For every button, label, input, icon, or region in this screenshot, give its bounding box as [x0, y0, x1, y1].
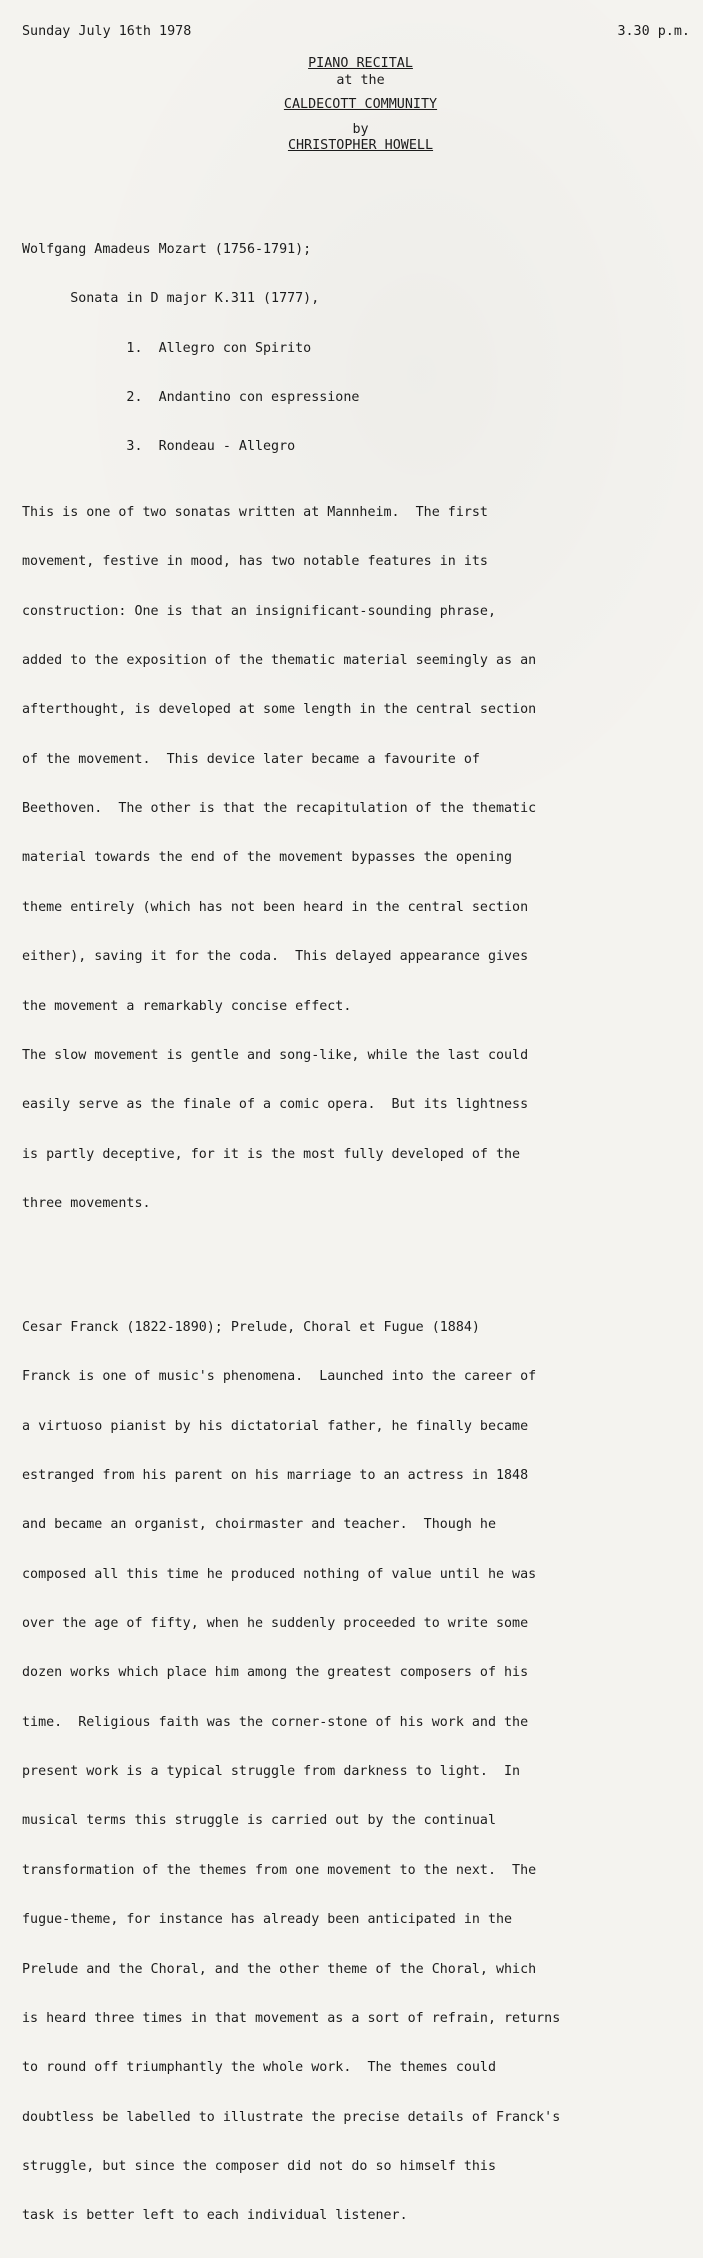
franck-note-line: time. Religious faith was the corner-stone of his work and the: [22, 1714, 529, 1730]
mozart-note-line: theme entirely (which has not been heard in the central section: [22, 899, 529, 915]
title-block: [0, 56, 703, 155]
franck-note-line: task is better left to each individual listener.: [22, 2208, 408, 2224]
franck-note-line: and became an organist, choirmaster and teacher. Though he: [22, 1517, 496, 1533]
franck-note-line: Franck is one of music's phenomena. Launched into the career of: [22, 1369, 537, 1385]
franck-note-line: struggle, but since the composer did not do so himself this: [22, 2158, 496, 2174]
franck-note-line: estranged from his parent on his marriage to an actress in 1848: [22, 1468, 529, 1484]
mozart-note-line: of the movement. This device later became a favourite of: [22, 751, 480, 767]
franck-note-line: is heard three times in that movement as a sort of refrain, returns: [22, 2010, 561, 2026]
franck-note-line: to round off triumphantly the whole work. The themes could: [22, 2060, 496, 2076]
mozart-work-title: Sonata in D major K.311 (1777),: [22, 291, 320, 307]
franck-note-line: present work is a typical struggle from darkness to light. In: [22, 1764, 521, 1780]
title-performer: CHRISTOPHER HOWELL: [287, 138, 434, 154]
franck-note-line: dozen works which place him among the greatest composers of his: [22, 1665, 529, 1681]
franck-note-line: fugue-theme, for instance has already been anticipated in the: [22, 1912, 513, 1928]
mozart-note-line: This is one of two sonatas written at Mannheim. The first: [22, 505, 488, 521]
header-row: [22, 24, 690, 39]
franck-note-line: musical terms this struggle is carried out by the continual: [22, 1813, 496, 1829]
mozart-movement: 3. Rondeau - Allegro: [22, 439, 296, 455]
mozart-note-line: three movements.: [22, 1195, 151, 1211]
mozart-note-line: easily serve as the finale of a comic opera. But its lightness: [22, 1097, 529, 1113]
title-piano-recital: PIANO RECITAL: [308, 56, 413, 71]
mozart-note-line: added to the exposition of the thematic material seemingly as an: [22, 653, 537, 669]
mozart-note-line: material towards the end of the movement bypasses the opening: [22, 850, 513, 866]
franck-note-line: a virtuoso pianist by his dictatorial father, he finally became: [22, 1418, 529, 1434]
franck-note-line: over the age of fifty, when he suddenly proceeded to write some: [22, 1616, 529, 1632]
mozart-note-line: is partly deceptive, for it is the most fully developed of the: [22, 1146, 521, 1162]
franck-note-line: composed all this time he produced nothing of value until he was: [22, 1566, 537, 1582]
mozart-note-line: either), saving it for the coda. This delayed appearance gives: [22, 949, 529, 965]
mozart-note-line: Beethoven. The other is that the recapitulation of the thematic: [22, 801, 537, 817]
mozart-heading: Wolfgang Amadeus Mozart (1756-1791);: [22, 241, 312, 257]
program-notes: [22, 209, 692, 2258]
franck-heading: Cesar Franck (1822-1890); Prelude, Choral et Fugue (1884): [22, 1320, 480, 1336]
mozart-movement: 2. Andantino con espressione: [22, 389, 360, 405]
recital-time: 3.30 p.m.: [617, 24, 690, 39]
mozart-movement: 1. Allegro con Spirito: [22, 340, 312, 356]
franck-note-line: transformation of the themes from one movement to the next. The: [22, 1862, 537, 1878]
title-at-the: at the: [336, 72, 385, 88]
mozart-note-line: The slow movement is gentle and song-like, while the last could: [22, 1047, 529, 1063]
title-venue: CALDECOTT COMMUNITY: [283, 97, 438, 113]
mozart-note-line: the movement a remarkably concise effect.: [22, 998, 352, 1014]
franck-note-line: Prelude and the Choral, and the other theme of the Choral, which: [22, 1961, 537, 1977]
mozart-note-line: construction: One is that an insignificant-sounding phrase,: [22, 603, 496, 619]
franck-note-line: doubtless be labelled to illustrate the precise details of Franck's: [22, 2109, 561, 2125]
title-by: by: [352, 121, 369, 137]
mozart-note-line: movement, festive in mood, has two notable features in its: [22, 554, 488, 570]
recital-date: Sunday July 16th 1978: [22, 24, 192, 39]
mozart-note-line: afterthought, is developed at some length in the central section: [22, 702, 537, 718]
